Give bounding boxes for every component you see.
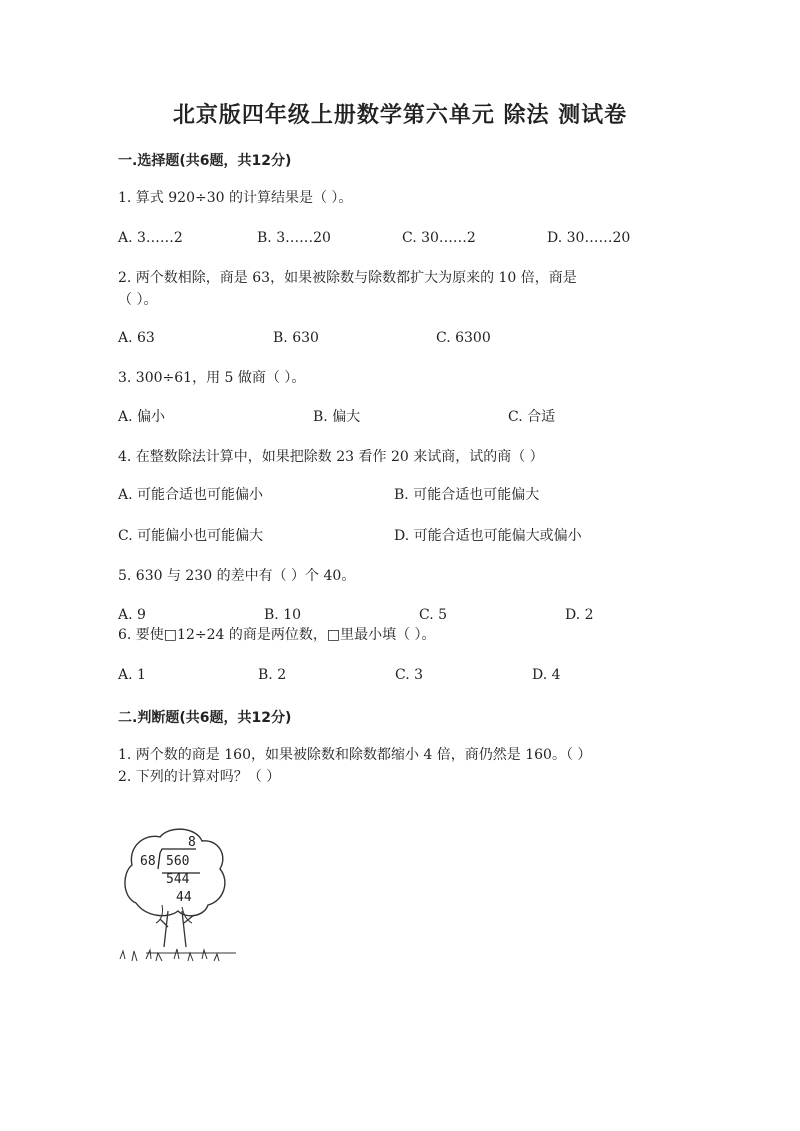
tree-drawing bbox=[116, 825, 236, 975]
q2-option-a: A. 63 bbox=[118, 330, 155, 346]
judge-question-1: 1. 两个数的商是 160，如果被除数和除数都缩小 4 倍，商仍然是 160。（ ） bbox=[118, 747, 592, 763]
question-5: 5. 630 与 230 的差中有（ ）个 40。 bbox=[118, 568, 356, 584]
q5-option-b: B. 10 bbox=[264, 607, 302, 623]
q5-option-d: D. 2 bbox=[565, 607, 594, 623]
division-dividend: 560 bbox=[166, 854, 190, 869]
q4-option-c: C. 可能偏小也可能偏大 bbox=[118, 528, 264, 544]
q3-option-b: B. 偏大 bbox=[313, 409, 361, 425]
grass-lines bbox=[120, 949, 236, 961]
q3-option-c: C. 合适 bbox=[508, 409, 556, 425]
q5-option-c: C. 5 bbox=[419, 607, 448, 623]
q2-option-b: B. 630 bbox=[273, 330, 319, 346]
question-3: 3. 300÷61，用 5 做商（ ）。 bbox=[118, 370, 306, 386]
question-1: 1. 算式 920÷30 的计算结果是（ ）。 bbox=[118, 190, 353, 206]
division-product: 544 bbox=[166, 872, 190, 887]
q5-option-a: A. 9 bbox=[118, 607, 146, 623]
q3-option-a: A. 偏小 bbox=[118, 409, 166, 425]
question-2-line1: 2. 两个数相除，商是 63，如果被除数与除数都扩大为原来的 10 倍，商是 bbox=[118, 270, 577, 286]
q6-option-d: D. 4 bbox=[532, 667, 561, 683]
q6-option-c: C. 3 bbox=[395, 667, 424, 683]
q1-option-d: D. 30……20 bbox=[547, 230, 631, 246]
division-remainder: 44 bbox=[176, 890, 192, 905]
q1-option-b: B. 3……20 bbox=[257, 230, 331, 246]
q6-option-a: A. 1 bbox=[118, 667, 146, 683]
division-divisor: 68 bbox=[140, 854, 156, 869]
division-tree-illustration bbox=[116, 825, 236, 975]
q4-option-d: D. 可能合适也可能偏大或偏小 bbox=[394, 528, 582, 544]
section-heading-judge: 二.判断题(共6题，共12分) bbox=[118, 710, 292, 726]
q4-option-b: B. 可能合适也可能偏大 bbox=[394, 487, 540, 503]
question-4: 4. 在整数除法计算中，如果把除数 23 看作 20 来试商，试的商（ ） bbox=[118, 449, 544, 465]
q1-option-c: C. 30……2 bbox=[402, 230, 476, 246]
question-2-line2: （ ）。 bbox=[118, 292, 158, 308]
q2-option-c: C. 6300 bbox=[436, 330, 491, 346]
q4-option-a: A. 可能合适也可能偏小 bbox=[118, 487, 264, 503]
question-6: 6. 要使□12÷24 的商是两位数，□里最小填（ ）。 bbox=[118, 627, 436, 643]
page-title: 北京版四年级上册数学第六单元 除法 测试卷 bbox=[172, 103, 628, 128]
section-heading-choice: 一.选择题(共6题，共12分) bbox=[118, 153, 292, 169]
q1-option-a: A. 3……2 bbox=[118, 230, 183, 246]
division-quotient: 8 bbox=[188, 835, 196, 850]
judge-question-2: 2. 下列的计算对吗？（ ） bbox=[118, 769, 281, 785]
q6-option-b: B. 2 bbox=[258, 667, 287, 683]
